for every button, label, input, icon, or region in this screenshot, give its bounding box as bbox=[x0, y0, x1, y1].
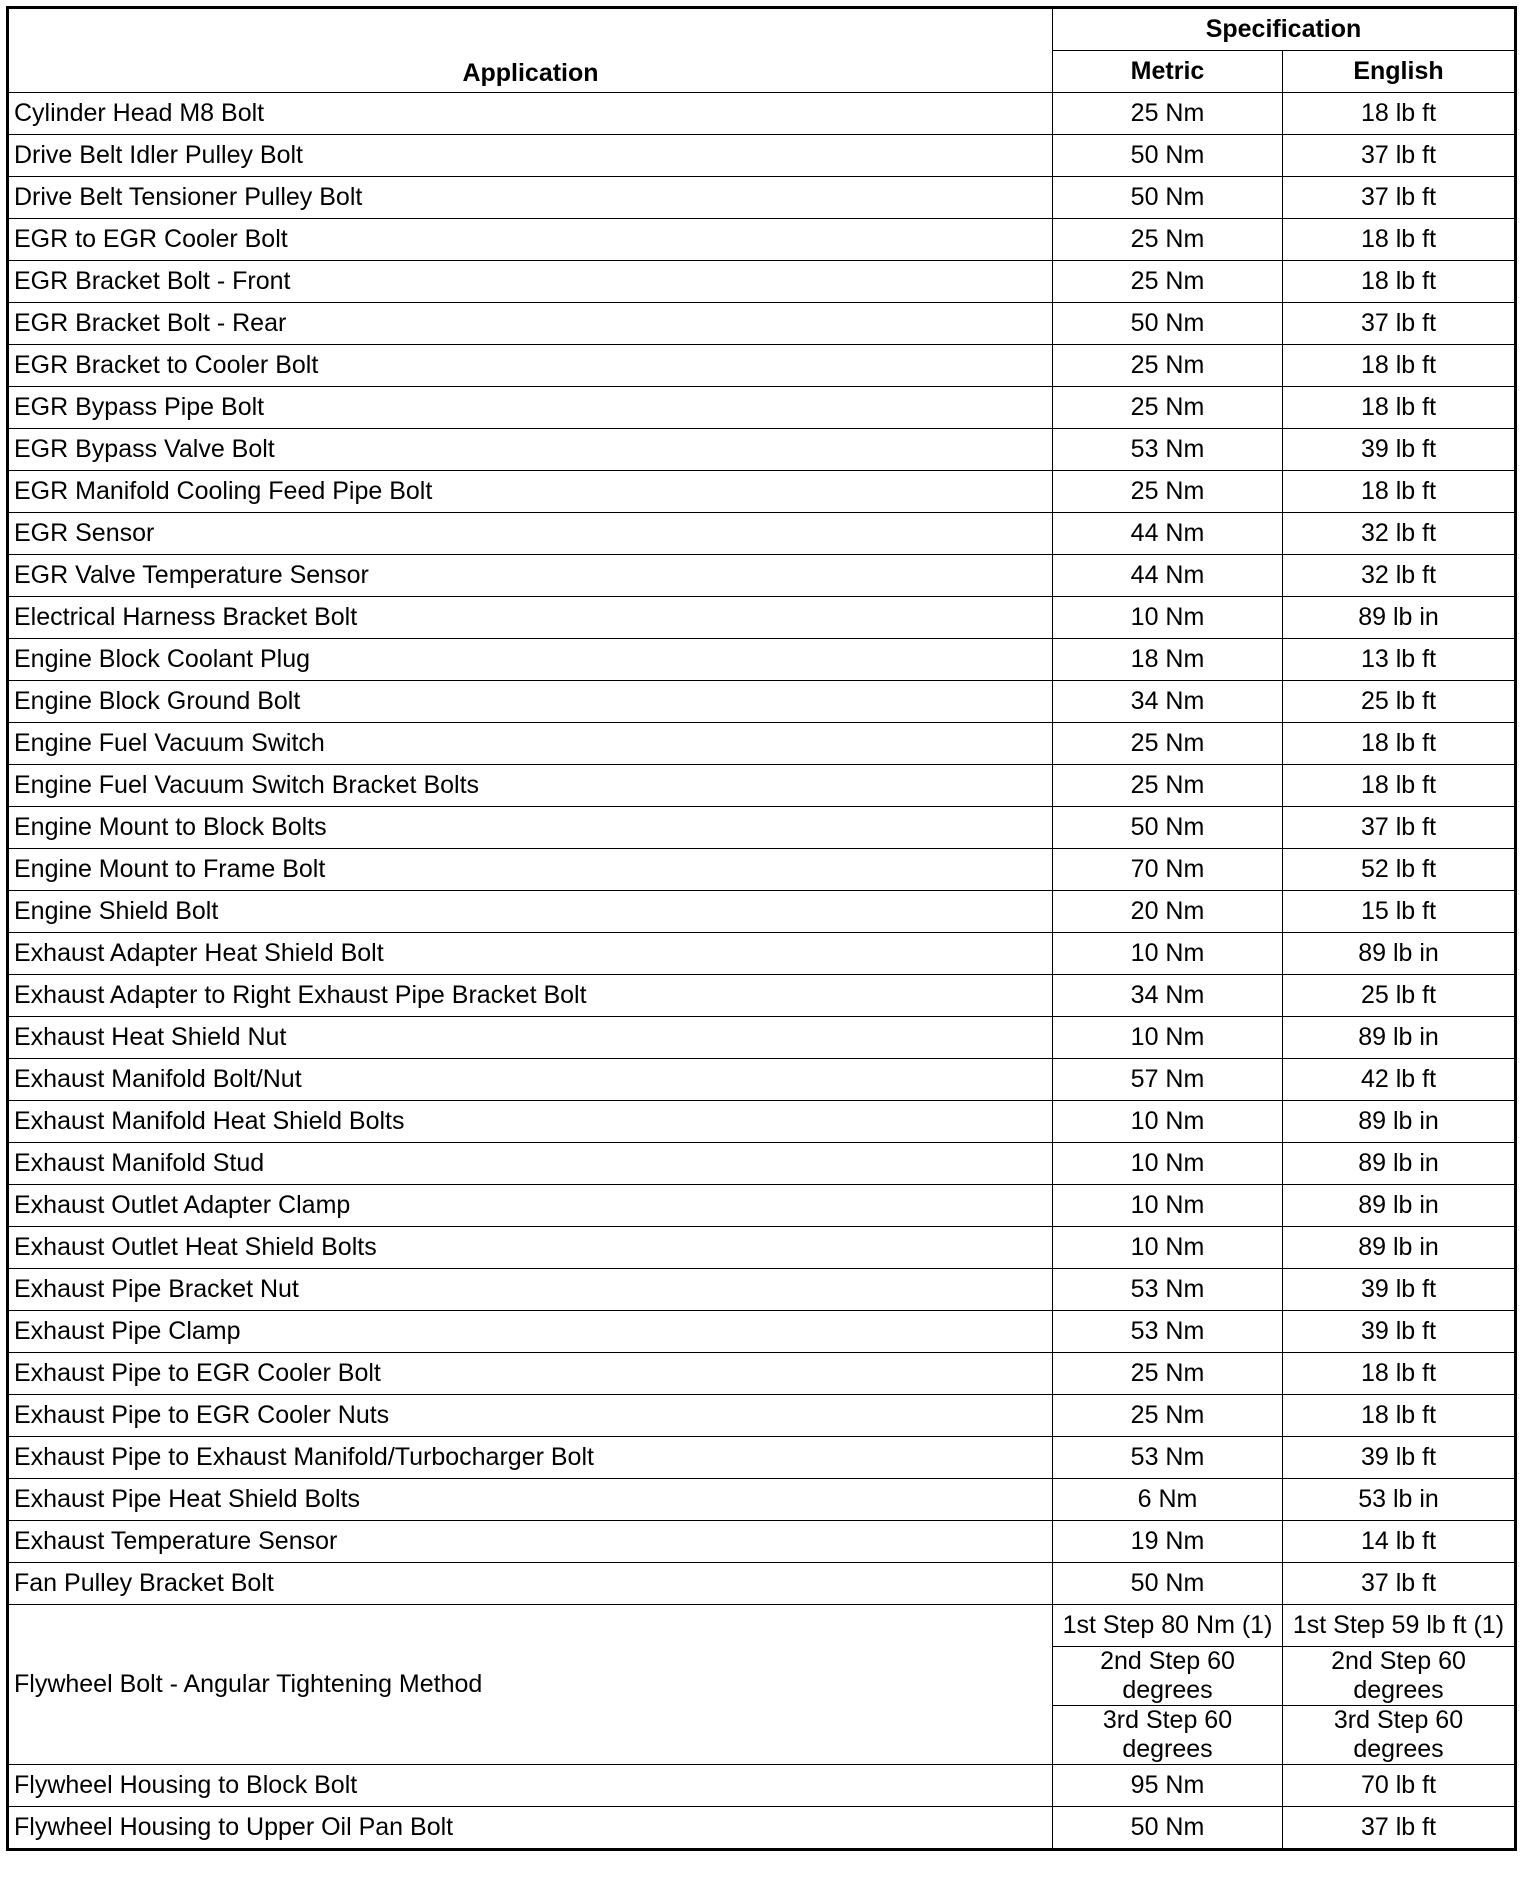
table-row bbox=[8, 1185, 1516, 1227]
english-cell: 18 lb ft bbox=[1283, 1395, 1516, 1437]
application-cell: Exhaust Pipe to EGR Cooler Nuts bbox=[8, 1395, 1053, 1437]
english-cell: 37 lb ft bbox=[1283, 1807, 1516, 1850]
table-row bbox=[8, 513, 1516, 555]
application-cell: Engine Block Ground Bolt bbox=[8, 681, 1053, 723]
table-row bbox=[8, 471, 1516, 513]
english-cell: 39 lb ft bbox=[1283, 429, 1516, 471]
english-cell: 25 lb ft bbox=[1283, 975, 1516, 1017]
application-cell: Exhaust Pipe to EGR Cooler Bolt bbox=[8, 1353, 1053, 1395]
table-body bbox=[8, 93, 1516, 1850]
application-cell: Engine Fuel Vacuum Switch bbox=[8, 723, 1053, 765]
metric-cell: 25 Nm bbox=[1053, 1353, 1283, 1395]
table-row bbox=[8, 429, 1516, 471]
table-row bbox=[8, 555, 1516, 597]
english-header: English bbox=[1283, 51, 1516, 93]
table-row bbox=[8, 1563, 1516, 1605]
metric-cell: 53 Nm bbox=[1053, 1437, 1283, 1479]
application-cell: Flywheel Housing to Block Bolt bbox=[8, 1765, 1053, 1807]
metric-cell: 19 Nm bbox=[1053, 1521, 1283, 1563]
application-cell: EGR Sensor bbox=[8, 513, 1053, 555]
table-row bbox=[8, 1395, 1516, 1437]
metric-cell: 50 Nm bbox=[1053, 135, 1283, 177]
metric-cell: 25 Nm bbox=[1053, 1395, 1283, 1437]
table-row bbox=[8, 681, 1516, 723]
table-row bbox=[8, 597, 1516, 639]
metric-cell: 10 Nm bbox=[1053, 933, 1283, 975]
application-cell: Exhaust Pipe to Exhaust Manifold/Turbocharger Bolt bbox=[8, 1437, 1053, 1479]
english-cell: 15 lb ft bbox=[1283, 891, 1516, 933]
application-cell: Cylinder Head M8 Bolt bbox=[8, 93, 1053, 135]
application-cell: Exhaust Pipe Clamp bbox=[8, 1311, 1053, 1353]
table-row bbox=[8, 975, 1516, 1017]
english-cell: 37 lb ft bbox=[1283, 135, 1516, 177]
metric-cell: 50 Nm bbox=[1053, 1563, 1283, 1605]
english-cell: 18 lb ft bbox=[1283, 93, 1516, 135]
metric-cell: 50 Nm bbox=[1053, 177, 1283, 219]
application-cell: EGR Bypass Valve Bolt bbox=[8, 429, 1053, 471]
metric-cell: 70 Nm bbox=[1053, 849, 1283, 891]
english-cell: 89 lb in bbox=[1283, 1101, 1516, 1143]
english-cell: 89 lb in bbox=[1283, 1185, 1516, 1227]
table-header bbox=[8, 8, 1516, 93]
metric-cell: 18 Nm bbox=[1053, 639, 1283, 681]
table-row bbox=[8, 387, 1516, 429]
metric-cell: 25 Nm bbox=[1053, 345, 1283, 387]
english-cell: 37 lb ft bbox=[1283, 303, 1516, 345]
table-row bbox=[8, 219, 1516, 261]
table-row bbox=[8, 1059, 1516, 1101]
application-cell: Engine Shield Bolt bbox=[8, 891, 1053, 933]
application-cell: Exhaust Pipe Bracket Nut bbox=[8, 1269, 1053, 1311]
english-cell: 13 lb ft bbox=[1283, 639, 1516, 681]
table-row bbox=[8, 1765, 1516, 1807]
english-step-cell: 3rd Step 60 degrees bbox=[1283, 1706, 1516, 1765]
table-row bbox=[8, 933, 1516, 975]
english-cell: 18 lb ft bbox=[1283, 219, 1516, 261]
metric-cell: 53 Nm bbox=[1053, 1269, 1283, 1311]
application-cell: Exhaust Heat Shield Nut bbox=[8, 1017, 1053, 1059]
torque-spec-table bbox=[6, 6, 1517, 1851]
table-row bbox=[8, 765, 1516, 807]
metric-cell: 53 Nm bbox=[1053, 1311, 1283, 1353]
english-cell: 18 lb ft bbox=[1283, 1353, 1516, 1395]
metric-cell: 10 Nm bbox=[1053, 1143, 1283, 1185]
table-row bbox=[8, 261, 1516, 303]
metric-cell: 44 Nm bbox=[1053, 555, 1283, 597]
english-cell: 14 lb ft bbox=[1283, 1521, 1516, 1563]
table-row bbox=[8, 177, 1516, 219]
table-row bbox=[8, 303, 1516, 345]
application-cell: EGR Bracket Bolt - Rear bbox=[8, 303, 1053, 345]
english-cell: 89 lb in bbox=[1283, 1227, 1516, 1269]
metric-cell: 25 Nm bbox=[1053, 261, 1283, 303]
metric-step-cell: 3rd Step 60 degrees bbox=[1053, 1706, 1283, 1765]
metric-cell: 50 Nm bbox=[1053, 303, 1283, 345]
table-row bbox=[8, 135, 1516, 177]
metric-step-cell: 1st Step 80 Nm (1) bbox=[1053, 1605, 1283, 1647]
metric-cell: 25 Nm bbox=[1053, 387, 1283, 429]
application-cell: Fan Pulley Bracket Bolt bbox=[8, 1563, 1053, 1605]
table-row bbox=[8, 723, 1516, 765]
metric-cell: 25 Nm bbox=[1053, 219, 1283, 261]
metric-cell: 44 Nm bbox=[1053, 513, 1283, 555]
application-cell: EGR Bracket to Cooler Bolt bbox=[8, 345, 1053, 387]
table-row bbox=[8, 1479, 1516, 1521]
metric-cell: 25 Nm bbox=[1053, 93, 1283, 135]
application-cell: Electrical Harness Bracket Bolt bbox=[8, 597, 1053, 639]
application-cell: Flywheel Bolt - Angular Tightening Method bbox=[8, 1605, 1053, 1765]
table-row bbox=[8, 1311, 1516, 1353]
table-row bbox=[8, 891, 1516, 933]
english-cell: 18 lb ft bbox=[1283, 471, 1516, 513]
metric-header: Metric bbox=[1053, 51, 1283, 93]
application-cell: Engine Block Coolant Plug bbox=[8, 639, 1053, 681]
english-cell: 39 lb ft bbox=[1283, 1437, 1516, 1479]
english-cell: 89 lb in bbox=[1283, 1017, 1516, 1059]
application-cell: Engine Mount to Frame Bolt bbox=[8, 849, 1053, 891]
english-cell: 39 lb ft bbox=[1283, 1269, 1516, 1311]
table-row bbox=[8, 1353, 1516, 1395]
application-cell: EGR to EGR Cooler Bolt bbox=[8, 219, 1053, 261]
table-row bbox=[8, 1017, 1516, 1059]
metric-cell: 53 Nm bbox=[1053, 429, 1283, 471]
metric-cell: 10 Nm bbox=[1053, 1017, 1283, 1059]
english-cell: 18 lb ft bbox=[1283, 723, 1516, 765]
metric-cell: 10 Nm bbox=[1053, 1101, 1283, 1143]
english-cell: 52 lb ft bbox=[1283, 849, 1516, 891]
application-cell: Drive Belt Tensioner Pulley Bolt bbox=[8, 177, 1053, 219]
table-row bbox=[8, 1227, 1516, 1269]
application-cell: EGR Valve Temperature Sensor bbox=[8, 555, 1053, 597]
english-cell: 18 lb ft bbox=[1283, 345, 1516, 387]
table-row bbox=[8, 1437, 1516, 1479]
table-row bbox=[8, 1101, 1516, 1143]
application-cell: Exhaust Pipe Heat Shield Bolts bbox=[8, 1479, 1053, 1521]
english-cell: 37 lb ft bbox=[1283, 807, 1516, 849]
english-cell: 25 lb ft bbox=[1283, 681, 1516, 723]
table-row bbox=[8, 1605, 1516, 1647]
metric-cell: 20 Nm bbox=[1053, 891, 1283, 933]
metric-cell: 25 Nm bbox=[1053, 723, 1283, 765]
application-cell: Exhaust Adapter to Right Exhaust Pipe Bracket Bolt bbox=[8, 975, 1053, 1017]
metric-cell: 25 Nm bbox=[1053, 471, 1283, 513]
application-cell: Exhaust Outlet Adapter Clamp bbox=[8, 1185, 1053, 1227]
application-cell: Exhaust Manifold Bolt/Nut bbox=[8, 1059, 1053, 1101]
specification-header: Specification bbox=[1053, 8, 1516, 51]
english-cell: 89 lb in bbox=[1283, 597, 1516, 639]
metric-cell: 95 Nm bbox=[1053, 1765, 1283, 1807]
english-cell: 89 lb in bbox=[1283, 933, 1516, 975]
application-cell: Exhaust Manifold Stud bbox=[8, 1143, 1053, 1185]
application-cell: EGR Bypass Pipe Bolt bbox=[8, 387, 1053, 429]
english-cell: 70 lb ft bbox=[1283, 1765, 1516, 1807]
table-row bbox=[8, 345, 1516, 387]
metric-cell: 57 Nm bbox=[1053, 1059, 1283, 1101]
english-cell: 18 lb ft bbox=[1283, 387, 1516, 429]
metric-cell: 50 Nm bbox=[1053, 807, 1283, 849]
table-row bbox=[8, 639, 1516, 681]
application-cell: EGR Bracket Bolt - Front bbox=[8, 261, 1053, 303]
application-cell: Engine Fuel Vacuum Switch Bracket Bolts bbox=[8, 765, 1053, 807]
english-cell: 32 lb ft bbox=[1283, 513, 1516, 555]
table-row bbox=[8, 1143, 1516, 1185]
table-row bbox=[8, 1269, 1516, 1311]
table-row bbox=[8, 93, 1516, 135]
application-cell: Exhaust Outlet Heat Shield Bolts bbox=[8, 1227, 1053, 1269]
application-cell: Flywheel Housing to Upper Oil Pan Bolt bbox=[8, 1807, 1053, 1850]
metric-cell: 10 Nm bbox=[1053, 1227, 1283, 1269]
application-cell: EGR Manifold Cooling Feed Pipe Bolt bbox=[8, 471, 1053, 513]
metric-cell: 6 Nm bbox=[1053, 1479, 1283, 1521]
english-cell: 42 lb ft bbox=[1283, 1059, 1516, 1101]
english-cell: 32 lb ft bbox=[1283, 555, 1516, 597]
english-step-cell: 1st Step 59 lb ft (1) bbox=[1283, 1605, 1516, 1647]
english-cell: 39 lb ft bbox=[1283, 1311, 1516, 1353]
application-cell: Exhaust Manifold Heat Shield Bolts bbox=[8, 1101, 1053, 1143]
metric-step-cell: 2nd Step 60 degrees bbox=[1053, 1647, 1283, 1706]
english-cell: 37 lb ft bbox=[1283, 1563, 1516, 1605]
english-cell: 53 lb in bbox=[1283, 1479, 1516, 1521]
application-cell: Exhaust Adapter Heat Shield Bolt bbox=[8, 933, 1053, 975]
english-cell: 18 lb ft bbox=[1283, 261, 1516, 303]
application-header: Application bbox=[8, 8, 1053, 93]
table-row bbox=[8, 807, 1516, 849]
table-row bbox=[8, 1521, 1516, 1563]
english-cell: 89 lb in bbox=[1283, 1143, 1516, 1185]
metric-cell: 34 Nm bbox=[1053, 681, 1283, 723]
table-row bbox=[8, 849, 1516, 891]
application-cell: Engine Mount to Block Bolts bbox=[8, 807, 1053, 849]
metric-cell: 25 Nm bbox=[1053, 765, 1283, 807]
metric-cell: 10 Nm bbox=[1053, 597, 1283, 639]
table-row bbox=[8, 1807, 1516, 1850]
english-cell: 37 lb ft bbox=[1283, 177, 1516, 219]
english-step-cell: 2nd Step 60 degrees bbox=[1283, 1647, 1516, 1706]
metric-cell: 50 Nm bbox=[1053, 1807, 1283, 1850]
application-cell: Drive Belt Idler Pulley Bolt bbox=[8, 135, 1053, 177]
application-cell: Exhaust Temperature Sensor bbox=[8, 1521, 1053, 1563]
metric-cell: 10 Nm bbox=[1053, 1185, 1283, 1227]
metric-cell: 34 Nm bbox=[1053, 975, 1283, 1017]
english-cell: 18 lb ft bbox=[1283, 765, 1516, 807]
